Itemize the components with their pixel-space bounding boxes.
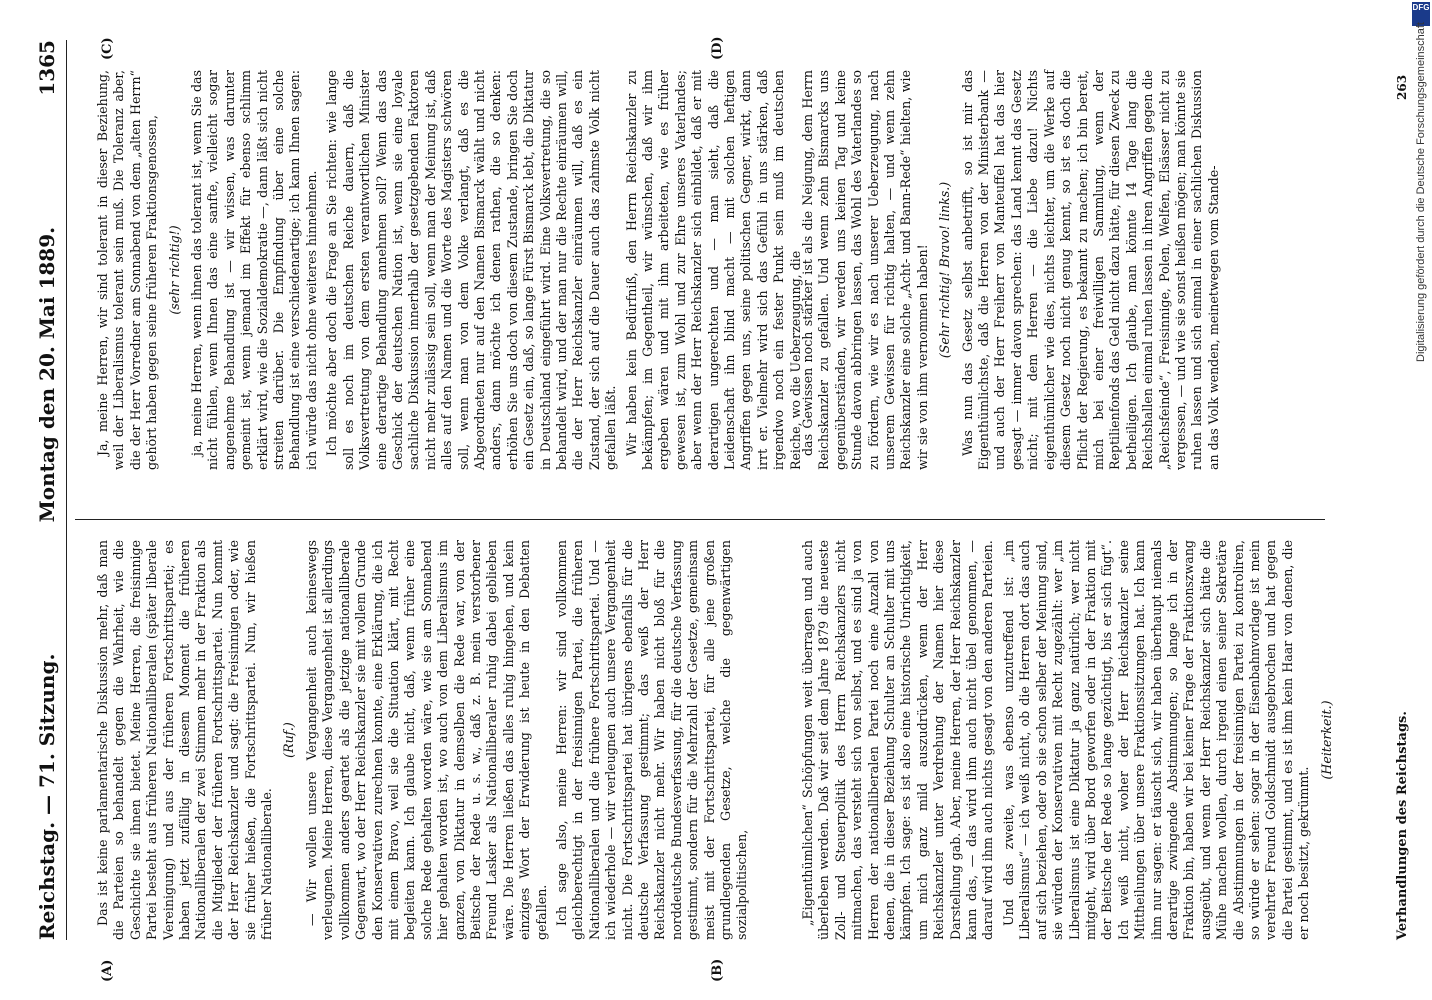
interjection: (Ruf.) xyxy=(281,722,297,758)
side-credit-text: Digitalisierung gefördert durch die Deutsche Forschungsgemeinschaft xyxy=(1415,22,1427,362)
interjection: (sehr richtig!) xyxy=(166,225,182,315)
header-page-number: 1365 xyxy=(35,40,59,96)
side-credit-strip xyxy=(1410,0,1432,1000)
header-left: Reichstag. — 71. Sitzung. xyxy=(35,653,59,940)
paragraph: — Wir wollen unsere Vergangenheit auch keineswegs verleugnen. Meine Herren, diese Vergangenheit ist allerdings vollkommen anders geartet als die jetzige nationalliberale Gegenwart, wo der Herr Reichskanzler sie mit vollem Grunde den Konservativen zurechnen konnte, eine Erklärung, die ich mit einem Bravo, weil sie die Situation klärt, mit Recht begleiten kann. Ich glaube nicht, daß, wenn früher eine solche Rede gehalten worden wäre, wie sie am Sonnabend hier gehalten worden ist, wo auch von dem Liberalismus im ganzen, von Diktatur in demselben die Rede war, von der Beitsche der Rede u. s. w., daß z. B. mein verstorbener Freund Lasker als Nationalliberaler ruhig dabei geblieben wäre. Die Herren ließen das alles ruhig hingehen, und kein einziges Wort der Erwiderung ist heute in den Debatten gefallen. xyxy=(303,540,549,940)
paragraph: ja, meine Herren, wenn ihnen das tolerant ist, wenn Sie das nicht fühlen, wenn Ihnen das eine sanfte, vielleicht sogar angenehme Behandlung ist — wir wissen, was darunter gemeint ist, wenn jemand im Effekt für ebenso schlimm erklärt wird, wie die Sozialdemokratie —, dann läßt sich nicht streiten darüber. Die Empfindung über eine solche Behandlung ist eine verschiedenartige; ich kann Ihnen sagen: ich würde das nicht ohne weiteres hinnehmen. xyxy=(189,70,319,470)
paragraph: Und das zweite, was ebenso unzutreffend ist: „im Liberalismus“ — ich weiß nicht, ob die Herren dort das auch auf sich beziehen, oder ob sie schon selber der Meinung sind, sie würden der Konservativen mit Recht zugezählt: wer „im Liberalismus ist eine Diktatur ja ganz natürlich; wer nicht mitgeht, wird über Bord geworfen oder in der Fraktion mit der Beitsche der Rede so lange gezüchtigt, bis er sich fügt“. Ich weiß nicht, woher der Herr Reichskanzler seine Mittheilungen über unsere Fraktionssitzungen hat. Ich kann ihm nur sagen: er täuscht sich, wir haben überhaupt niemals derartige zwingende Abstimmungen; so lange ich in der Fraktion bin, haben wir bei keiner Frage der Fraktionszwang ausgeübt, und wenn der Herr Reichskanzler sich hätte die Mühe machen wollen, durch irgend einen seiner Sekretäre die Abstimmungen in der freisinnigen Partei zu kontroliren, so würde er sehen: sogar in der Eisenbahnvorlage ist mein verehrter Freund Goldschmidt ausgebrochen und hat gegen die Partei gestimmt, und es ist ihm kein Haar von denen, die er noch besitzt, gekrümmt. xyxy=(1000,540,1312,940)
left-column-top xyxy=(95,540,775,940)
footer-label: Verhandlungen des Reichstags. xyxy=(1395,711,1410,940)
right-column-bottom xyxy=(800,70,1400,470)
interjection: (Sehr richtig! Bravo! links.) xyxy=(937,181,953,359)
interjection: (Heiterkeit.) xyxy=(1318,700,1334,780)
column-divider xyxy=(75,519,1325,520)
dfg-logo: DFG xyxy=(1412,2,1430,26)
margin-marker-c: (C) xyxy=(100,37,115,60)
paragraph: Ja, meine Herren, wir sind tolerant in dieser Beziehung, weil der Liberalismus tolerant sein muß. Die Toleranz aber, die der Herr Vorredner am Sonnabend von dem „alten Herrn“ gehört haben gegen seine früheren Fraktionsgenossen, xyxy=(95,70,160,470)
paragraph: Das ist keine parlamentarische Diskussion mehr, daß man die Parteien so behandelt gegen die Wahrheit, wie die Geschichte sie ihnen bietet. Meine Herren, die freisinnige Partei besteht aus früheren Nationalliberalen (später liberale Vereinigung) und aus der früheren Fortschrittspartei; es haben jetzt zufällig in diesem Moment die früheren Nationalliberalen der zwei Stimmen mehr in der Fraktion als die Mitglieder der früheren Fortschrittspartei. Nun kommt der Herr Reichskanzler und sagt: die Freisinnigen oder, wie sie früher hießen, die Fortschrittspartei. Nun, wir hießen früher Nationalliberale. xyxy=(95,540,275,940)
paragraph: Ich sage also, meine Herren: wir sind vollkommen gleichberechtigt in der freisinnigen Partei, die früheren Nationalliberalen und die frühere Fortschrittspartei. Und — ich wiederhole — wir verleugnen auch unsere Vergangenheit nicht. Die Fortschrittspartei hat übrigens ebenfalls für die deutsche Verfassung gestimmt; das weiß der Herr Reichskanzler nicht mehr. Wir haben nicht bloß für die norddeutsche Bundesverfassung, für die deutsche Verfassung gestimmt, sondern für die Mehrzahl der Gesetze, gemeinsam meist mit der Fortschrittspartei, für alle jene großen grundlegenden Gesetze, welche die gegenwärtigen sozialpolitischen, xyxy=(553,540,750,940)
page-header xyxy=(32,40,62,940)
paragraph: Ich möchte aber doch die Frage an Sie richten: wie lange soll es noch im deutschen Reiche dauern, daß die Volksvertretung von dem ersten verantwortlichen Minister eine derartige Behandlung annehmen soll? Wenn das das Geschick der deutschen Nation ist, wenn sie eine loyale sachliche Diskussion innerhalb der gesetzgebenden Faktoren nicht mehr zulässig sein soll, wenn man der Meinung ist, daß alles auf den Namen und die Worte des Magisters schwören soll, wenn man von dem Volke verlangt, daß es die Abgeordneten nur auf den Namen Bismarck wählt und nicht anders, dann möchte ich denen rathen, die so denken: erhöhen Sie uns doch von diesem Zustande, bringen Sie doch ein Gesetz ein, daß, so lange Fürst Bismarck lebt, die Diktatur in Deutschland eingeführt wird. Eine Volksvertretung, die so behandelt wird, und der man nur die Rechte einräumen will, die der Herr Reichskanzler einräumen will, daß es ein Zustand, der sich auf die Dauer auch das zahmste Volk nicht gefallen läßt. xyxy=(324,70,619,470)
margin-marker-d: (D) xyxy=(710,36,725,60)
right-column-top xyxy=(95,70,803,470)
header-center: Montag den 20. Mai 1889. xyxy=(35,226,59,523)
margin-marker-a: (A) xyxy=(100,959,115,982)
folio-number: 263 xyxy=(1395,74,1409,100)
paragraph: das Gewissen noch stärker ist als die Neigung, dem Herrn Reichskanzler zu gefallen. Und wenn zehn Bismarcks uns gegenüberständen, wir werden uns keinen Tag und keine Stunde davon abbringen lassen, das Wohl des Vaterlandes so zu fördern, wie wir es nach unserer Ueberzeugung, nach unserem Gewissen für richtig halten, — und wenn zehn Reichskanzler eine solche „Acht- und Bann-Rede“ hielten, wie wir sie von ihm vernommen haben! xyxy=(800,70,930,470)
header-rule xyxy=(66,40,67,940)
margin-marker-b: (B) xyxy=(710,958,725,982)
paragraph: „Eigenthümlichen“ Schöpfungen weit überragen und auch überleben werden. Daß wir seit dem Jahre 1879 die neueste Zoll- und Steuerpolitik des Herrn Reichskanzlers nicht mitmachen, das versteht sich von selbst, und es sind ja von Herren der nationalliberalen Partei noch eine Anzahl von denen, die in dieser Beziehung Schulter an Schulter mit uns kämpfen. Ich sage: es ist also eine historische Unrichtigkeit, um mich ganz mild auszudrücken, wenn der Herr Reichskanzler unter Verdrehung der Namen hier diese Darstellung gab. Aber, meine Herren, der Herr Reichskanzler kann das, — das wird ihm auch nicht übel genommen, — darauf wird ihm auch nichts gesagt von den anderen Parteien. xyxy=(800,540,996,940)
left-column-bottom xyxy=(800,540,1400,940)
paragraph: Wir haben kein Bedürfniß, den Herrn Reichskanzler zu bekämpfen; im Gegentheil, wir wünschen, daß wir ihm ergeben wären und mit ihm arbeiteten, wie es früher gewesen ist, zum Wohl und zur Ehre unseres Vaterlandes; aber wenn der Herr Reichskanzler sich einbildet, daß er mit derartigen ungerechten und — man sieht, daß die Leidenschaft ihn blind macht — mit solchen heftigen Angriffen gegen uns, seine politischen Gegner, wirkt, dann irrt er. Vielmehr wird sich das Gefühl in uns stärken, daß irgendwo noch ein fester Punkt sein muß im deutschen Reiche, wo die Ueberzeugung, die xyxy=(623,70,803,470)
paragraph: Was nun das Gesetz selbst anbetrifft, so ist mir das Eigenthümlichste, daß die Herren von der Ministerbank — und auch der Herr Freiherr von Manteuffel hat das hier gesagt — immer davon sprechen: das Land kennt das Gesetz nicht; mit dem Herren — die Liebe dazu! Nichts eigenthümlicher wie dies, nichts leichter, um die Werke auf diesem Gesetz noch nicht genug kennt, so ist es doch die Pflicht der Regierung, es bekannt zu machen; ich bin bereit, mich bei einer freiwilligen Sammlung, wenn der Reptilienfonds das Geld nicht dazu hätte, für diesen Zweck zu betheiligen. Ich glaube, man könnte 14 Tage lang die Reichshallen einmal ruhen lassen in ihren Angriffen gegen die „Reichsfeinde“, Freisinnige, Polen, Welfen, Elsässer nicht zu vergessen, — und wie sie sonst heißen mögen; man könnte sie ruhen lassen und sich einmal in einer sachlichen Diskussion an das Volk wenden, meinetwegen vom Stande- xyxy=(959,70,1221,470)
